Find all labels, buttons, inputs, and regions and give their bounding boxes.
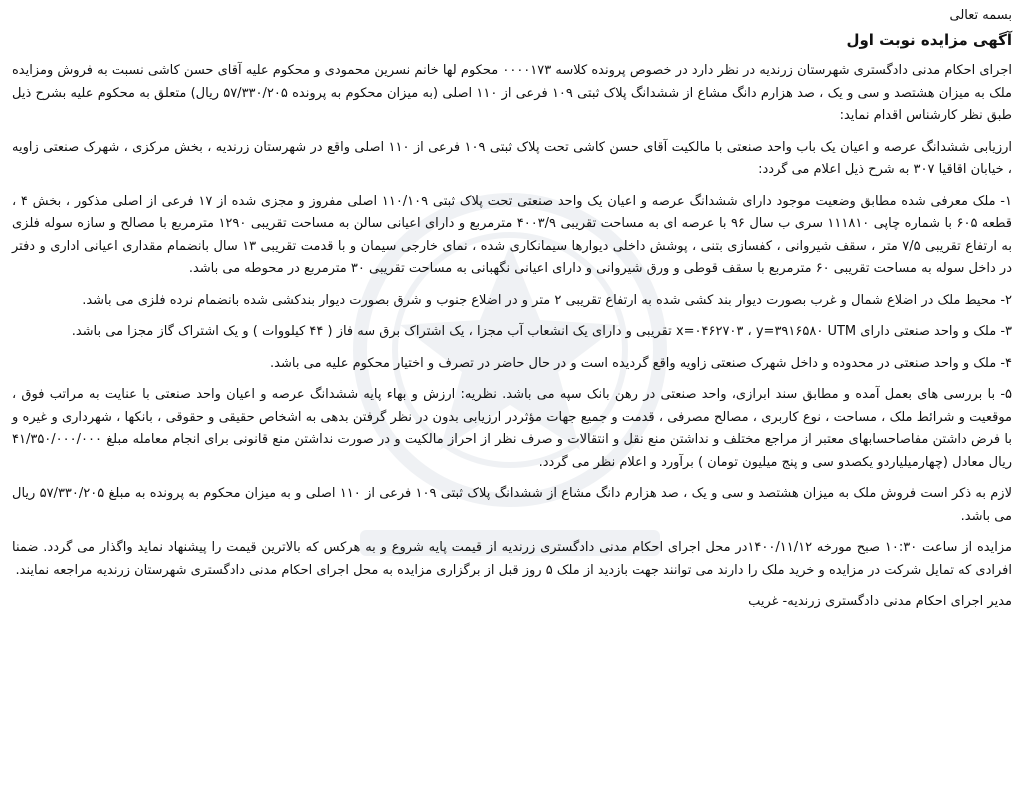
opening-line: بسمه تعالی bbox=[949, 8, 1012, 23]
paragraph-item-3: ۳- ملک و واحد صنعتی دارای x=۰۴۶۲۷۰۳ ، y=۳۹۱۶۵۸۰ UTM تقریبی و دارای یک انشعاب آب مجزا ، یک اشتراک برق سه فاز ( ۴۴ کیلووات ) و یک اشتراک گاز مجزا می باشد. bbox=[71, 324, 1012, 339]
signature-line: مدیر اجرای احکام مدنی دادگستری زرندیه- غریب bbox=[748, 594, 1012, 609]
paragraph-intro: اجرای احکام مدنی دادگستری شهرستان زرندیه در نظر دارد در خصوص پرونده کلاسه ۰۰۰۰۱۷۳ محکوم لها خانم نسرین محمودی و محکوم علیه آقای حسن کاشی نسبت به فروش ومزایده ملک به میزان هشتصد و سی و یک ، صد هزارم دانگ مشاع از ششدانگ پلاک ثبتی ۱۰۹ فرعی از ۱۱۰ اصلی (به میزان محکوم به پرونده ۵۷/۳۳۰/۲۰۵ ریال) متعلق به محکوم علیه بشرح ذیل طبق نظر کارشناس اقدام نماید: bbox=[12, 63, 1012, 123]
paragraph-item-2: ۲- محیط ملک در اضلاع شمال و غرب بصورت دیوار بند کشی شده به ارتفاع تقریبی ۲ متر و در اضلاع جنوب و شرق بصورت دیوار بندکشی شده بانضمام نرده فلزی می باشد. bbox=[82, 292, 1012, 308]
notice-title: آگهی مزایده نوبت اول bbox=[846, 31, 1012, 49]
paragraph-item-4: ۴- ملک و واحد صنعتی در محدوده و داخل شهرک صنعتی زاویه واقع گردیده است و در حال حاضر در تصرف و اختیار محکوم علیه می باشد. bbox=[270, 355, 1012, 371]
paragraph-valuation: ارزیابی ششدانگ عرصه و اعیان یک باب واحد صنعتی با مالکیت آقای حسن کاشی تحت پلاک ثبتی ۱۰۹ فرعی از ۱۱۰ اصلی واقع در شهرستان زرندیه ، بخش مرکزی ، شهرک صنعتی زاویه ، خیابان اقاقیا ۳۰۷ به شرح ذیل اعلام می گردد: bbox=[12, 139, 1012, 177]
auction-notice bbox=[12, 6, 1012, 613]
paragraph-sale-share: لازم به ذکر است فروش ملک به میزان هشتصد و سی و یک ، صد هزارم دانگ مشاع از ششدانگ پلاک ثبتی ۱۰۹ فرعی از ۱۱۰ اصلی و به میزان محکوم به پرونده به مبلغ ۵۷/۳۳۰/۲۰۵ ریال می باشد. bbox=[12, 486, 1012, 524]
paragraph-item-5: ۵- با بررسی های بعمل آمده و مطابق سند ابرازی، واحد صنعتی در رهن بانک سپه می باشد. نظریه: ارزش و بهاء پایه ششدانگ عرصه و اعیان واحد صنعتی با عنایت به مراتب فوق ، موقعیت و شرائط ملک ، مساحت ، نوع کاربری ، مصالح مصرفی ، قدمت و جمیع جهات مؤثردر ارزیابی بدون در نظر گرفتن بدهی به اشخاص حقیقی و حقوقی ، بانکها ، شهرداری و غیره و با فرض داشتن مفاصاحسابهای معتبر از مراجع مختلف و نداشتن منع نقل و انتقالات و صرف نظر از احراز مالکیت و در صورت نداشتن منع قانونی برای انجام معامله مبلغ ۴۱/۳۵۰/۰۰۰/۰۰۰ ریال معادل (چهارمیلیاردو یکصدو سی و پنج میلیون تومان ) برآورد و اعلام نظر می گردد. bbox=[12, 387, 1012, 470]
paragraph-item-1: ۱- ملک معرفی شده مطابق وضعیت موجود دارای ششدانگ عرصه و اعیان یک واحد صنعتی تحت پلاک ثبتی ۱۱۰/۱۰۹ اصلی مفروز و مجزی شده از ۱۷ فرعی از اصلی مذکور ، بخش ۴ ، قطعه ۶۰۵ با شماره چاپی ۱۱۱۸۱۰ سری ب سال ۹۶ با عرصه ای به مساحت تقریبی ۴۰۰۳/۹ مترمربع و دارای اعیانی سالن به مساحت تقریبی ۱۲۹۰ مترمربع با مصالح و سازه سوله فلزی به ارتفاع تقریبی ۷/۵ متر ، سقف شیروانی ، کفسازی بتنی ، پوشش داخلی دیوارها سیمانکاری شده ، نمای خارجی سیمان و با قدمت تقریبی ۱۳ سال بانضمام مقداری اعیانی اداری و دفتر در داخل سوله به مساحت تقریبی ۶۰ مترمربع با سقف قوطی و ورق شیروانی و دارای اعیانی نگهبانی به مساحت تقریبی ۳۰ مترمربع در محوطه می باشد. bbox=[12, 193, 1012, 276]
paragraph-auction-time: مزایده از ساعت ۱۰:۳۰ صبح مورخه ۱۴۰۰/۱۱/۱۲در محل اجرای احکام مدنی دادگستری زرندیه از قیمت پایه شروع و به هرکس که بالاترین قیمت را پیشنهاد نماید واگذار می گردد. ضمنا افرادی که تمایل شرکت در مزایده و خرید ملک را دارند می توانند جهت بازدید از ملک ۵ روز قبل از برگزاری مزایده به محل اجرای احکام مدنی دادگستری شهرستان زرندیه مراجعه نمایند. bbox=[12, 540, 1012, 578]
